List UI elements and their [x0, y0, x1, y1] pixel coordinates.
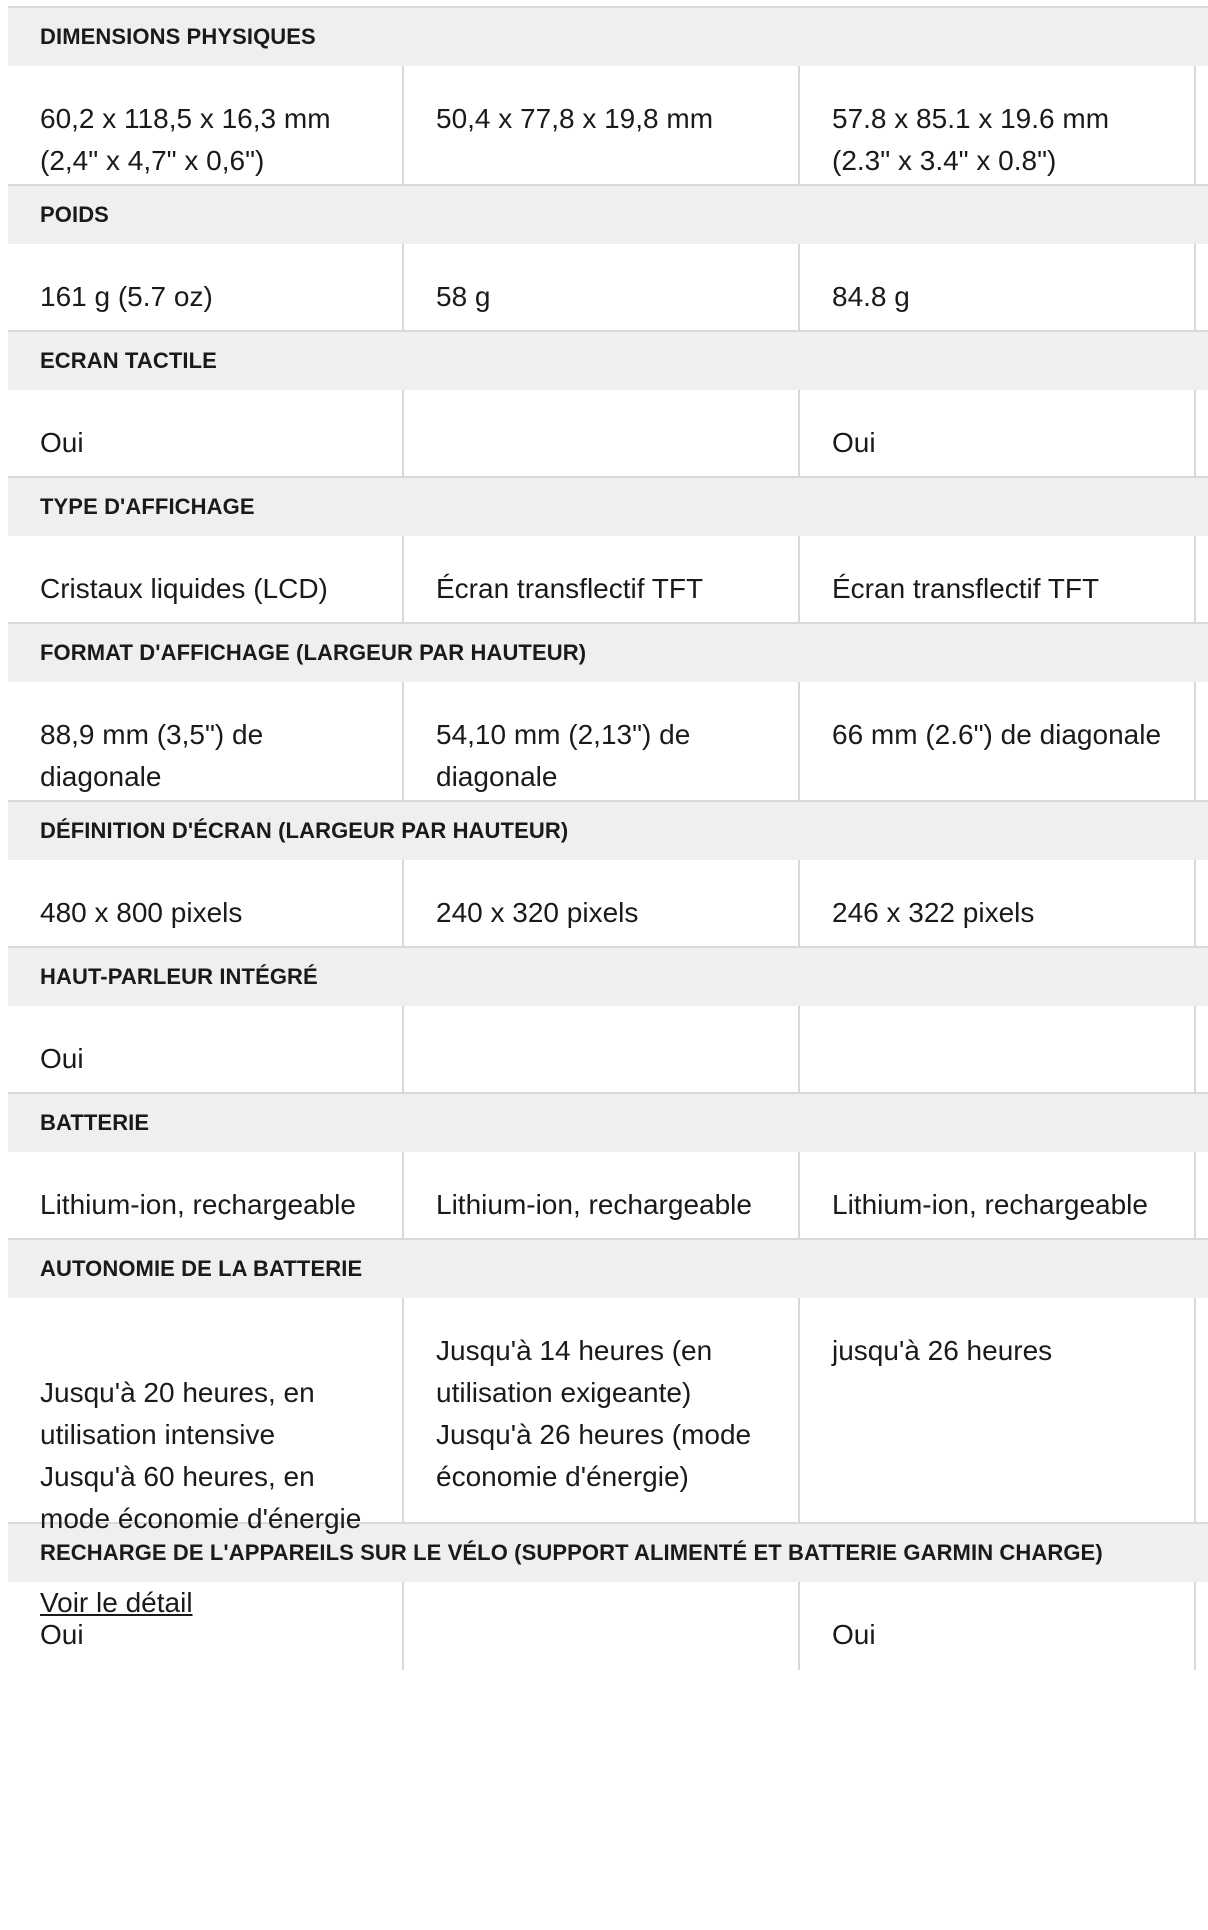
- value-cell: Oui: [8, 390, 404, 476]
- value-cell: [404, 1582, 800, 1670]
- section-header-definition-ecran: DÉFINITION D'ÉCRAN (LARGEUR PAR HAUTEUR): [8, 802, 1208, 860]
- value-cell: Oui: [800, 1582, 1196, 1670]
- voir-le-detail-link[interactable]: Voir le détail: [40, 1587, 193, 1618]
- value-cell: Jusqu'à 14 heures (en utilisation exigeante) Jusqu'à 26 heures (mode économie d'énergie): [404, 1298, 800, 1522]
- values-row-haut-parleur: [8, 1006, 1208, 1094]
- value-cell: 54,10 mm (2,13") de diagonale: [404, 682, 800, 800]
- values-row-ecran-tactile: [8, 390, 1208, 478]
- values-row-recharge-velo: [8, 1582, 1208, 1670]
- values-row-type-affichage: [8, 536, 1208, 624]
- value-cell: 84.8 g: [800, 244, 1196, 330]
- value-cell: Oui: [8, 1582, 404, 1670]
- section-header-batterie: BATTERIE: [8, 1094, 1208, 1152]
- value-cell: Lithium-ion, rechargeable: [404, 1152, 800, 1238]
- value-cell: Cristaux liquides (LCD): [8, 536, 404, 622]
- values-row-poids: [8, 244, 1208, 332]
- value-cell: Lithium-ion, rechargeable: [800, 1152, 1196, 1238]
- value-cell: jusqu'à 26 heures: [800, 1298, 1196, 1522]
- section-header-format-affichage: FORMAT D'AFFICHAGE (LARGEUR PAR HAUTEUR): [8, 624, 1208, 682]
- value-cell: [404, 1006, 800, 1092]
- value-cell: Écran transflectif TFT: [404, 536, 800, 622]
- spec-comparison-table: [8, 6, 1208, 1670]
- values-row-format-affichage: [8, 682, 1208, 802]
- value-cell: [8, 1298, 404, 1618]
- value-cell: 60,2 x 118,5 x 16,3 mm (2,4" x 4,7" x 0,6"): [8, 66, 404, 184]
- value-cell: 57.8 x 85.1 x 19.6 mm (2.3" x 3.4" x 0.8"): [800, 66, 1196, 184]
- value-cell: 88,9 mm (3,5") de diagonale: [8, 682, 404, 800]
- value-cell: Lithium-ion, rechargeable: [8, 1152, 404, 1238]
- value-cell: Oui: [800, 390, 1196, 476]
- value-cell: 50,4 x 77,8 x 19,8 mm: [404, 66, 800, 184]
- value-cell: 240 x 320 pixels: [404, 860, 800, 946]
- section-header-poids: POIDS: [8, 186, 1208, 244]
- values-row-definition-ecran: [8, 860, 1208, 948]
- value-cell: 480 x 800 pixels: [8, 860, 404, 946]
- section-header-dimensions: DIMENSIONS PHYSIQUES: [8, 8, 1208, 66]
- values-row-dimensions: [8, 66, 1208, 186]
- value-cell: 246 x 322 pixels: [800, 860, 1196, 946]
- value-cell: [404, 390, 800, 476]
- section-header-type-affichage: TYPE D'AFFICHAGE: [8, 478, 1208, 536]
- value-text: Jusqu'à 20 heures, en utilisation intensive Jusqu'à 60 heures, en mode économie d'énergie: [40, 1377, 362, 1534]
- section-header-recharge-velo: RECHARGE DE L'APPAREILS SUR LE VÉLO (SUPPORT ALIMENTÉ ET BATTERIE GARMIN CHARGE): [8, 1524, 1208, 1582]
- section-header-haut-parleur: HAUT-PARLEUR INTÉGRÉ: [8, 948, 1208, 1006]
- value-cell: Oui: [8, 1006, 404, 1092]
- section-header-autonomie: AUTONOMIE DE LA BATTERIE: [8, 1240, 1208, 1298]
- value-cell: 66 mm (2.6") de diagonale: [800, 682, 1196, 800]
- value-cell: [800, 1006, 1196, 1092]
- section-header-ecran-tactile: ECRAN TACTILE: [8, 332, 1208, 390]
- value-cell: 58 g: [404, 244, 800, 330]
- value-cell: Écran transflectif TFT: [800, 536, 1196, 622]
- values-row-batterie: [8, 1152, 1208, 1240]
- value-cell: 161 g (5.7 oz): [8, 244, 404, 330]
